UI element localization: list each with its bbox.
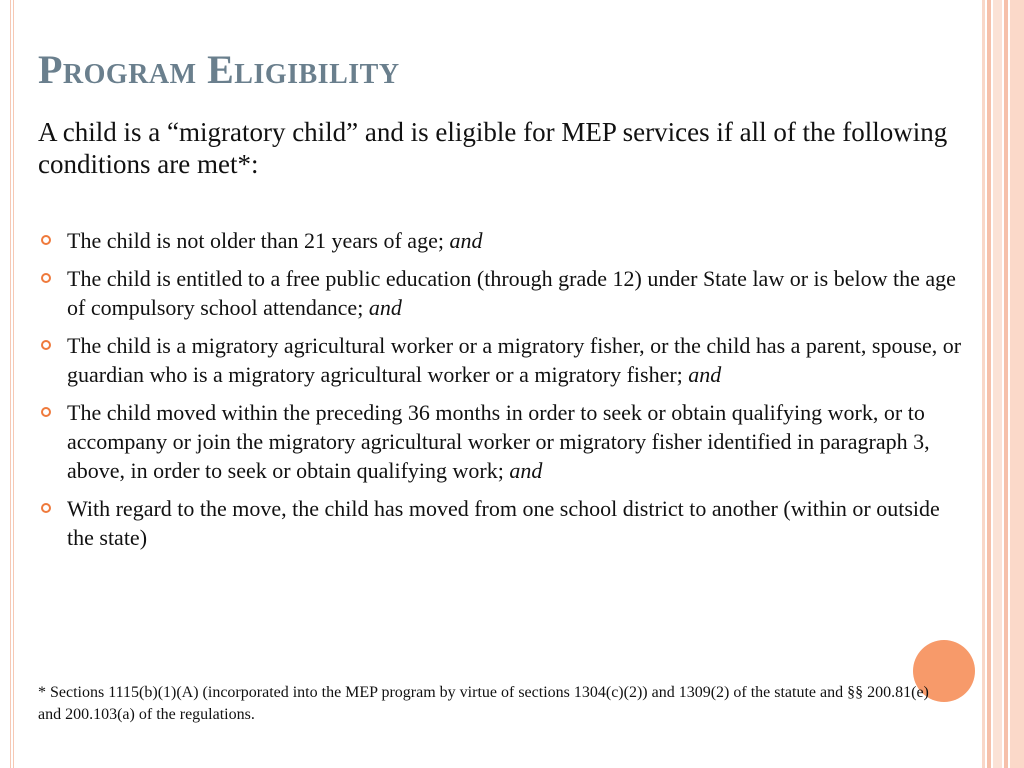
condition-conjunction: and: [688, 362, 722, 387]
list-item: [38, 494, 968, 552]
list-item: [38, 226, 968, 255]
condition-text: The child is entitled to a free public education (through grade 12) under State law or is below the age of compulsory school attendance;: [67, 266, 956, 320]
list-item: [38, 398, 968, 485]
circle-bullet-icon: [41, 340, 51, 350]
condition-text: The child is a migratory agricultural worker or a migratory fisher, or the child has a parent, spouse, or guardian who is a migratory agricultural worker or a migratory fisher;: [67, 333, 962, 387]
footnote: * Sections 1115(b)(1)(A) (incorporated into the MEP program by virtue of sections 1304(c)(2)) and 1309(2) of the statute and §§ 200.81(e) and 200.103(a) of the regulations.: [38, 684, 929, 723]
circle-bullet-icon: [41, 407, 51, 417]
condition-text: The child moved within the preceding 36 months in order to seek or obtain qualifying work, or to accompany or join the migratory agricultural worker or migratory fisher identified in paragraph 3, above, in order to seek or obtain qualifying work;: [67, 400, 930, 483]
right-decorative-stripe: [1004, 0, 1008, 768]
right-decorative-stripe: [993, 0, 1002, 768]
eligibility-conditions-list: [38, 226, 968, 561]
circle-bullet-icon: [41, 503, 51, 513]
condition-text: The child is not older than 21 years of age;: [67, 228, 450, 253]
right-decorative-stripe: [987, 0, 991, 768]
intro-text: A child is a “migratory child” and is eligible for MEP services if all of the following conditions are met*:: [38, 117, 948, 179]
left-border-line: [10, 0, 11, 768]
condition-conjunction: and: [509, 458, 543, 483]
condition-conjunction: and: [449, 228, 483, 253]
left-border-line: [13, 0, 14, 768]
list-item: [38, 264, 968, 322]
right-decorative-stripe: [1010, 0, 1024, 768]
right-decorative-stripe: [982, 0, 985, 768]
circle-bullet-icon: [41, 273, 51, 283]
circle-bullet-icon: [41, 235, 51, 245]
condition-text: With regard to the move, the child has moved from one school district to another (within or outside the state): [67, 496, 940, 550]
condition-conjunction: and: [368, 295, 402, 320]
list-item: [38, 331, 968, 389]
slide-title: Program Eligibility: [38, 47, 400, 92]
